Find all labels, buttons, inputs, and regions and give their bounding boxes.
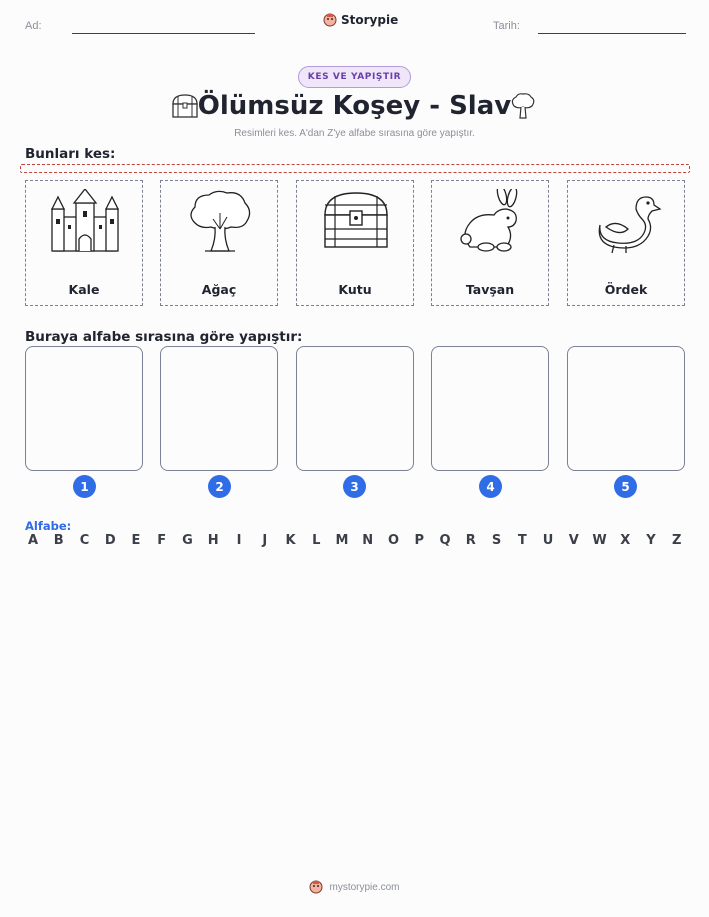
paste-section-label: Buraya alfabe sırasına göre yapıştır: xyxy=(25,329,303,345)
brand-name: Storypie xyxy=(341,13,399,27)
alphabet-letter: M xyxy=(335,533,349,548)
alphabet-letter: C xyxy=(79,533,90,548)
card-label-chest: Kutu xyxy=(338,282,372,297)
alphabet-letter: G xyxy=(182,533,193,548)
brand-logo xyxy=(323,13,398,27)
date-line xyxy=(538,33,686,34)
chest-icon xyxy=(321,189,391,255)
tree-icon xyxy=(185,189,255,255)
alphabet-label: Alfabe: xyxy=(25,519,72,533)
slot-number-5: 5 xyxy=(614,475,637,498)
alphabet-letter: X xyxy=(620,533,631,548)
alphabet-letter: H xyxy=(207,533,219,548)
alphabet-letter: J xyxy=(262,533,268,548)
alphabet-letter: V xyxy=(568,533,579,548)
alphabet-letter: S xyxy=(491,533,502,548)
instructions: Resimleri kes. A'dan Z'ye alfabe sırasına göre yapıştır. xyxy=(234,128,475,139)
alphabet-letter: P xyxy=(414,533,425,548)
card-label-tree: Ağaç xyxy=(201,282,237,297)
alphabet-letter: Y xyxy=(646,533,656,548)
alphabet-letter: I xyxy=(236,533,242,548)
alphabet-letter: Z xyxy=(672,533,682,548)
name-label: Ad: xyxy=(25,20,42,32)
cut-card-castle[interactable] xyxy=(25,180,143,306)
date-label: Tarih: xyxy=(493,20,520,32)
alphabet-row xyxy=(25,533,685,548)
cut-card-tree[interactable] xyxy=(160,180,278,306)
cut-card-duck[interactable] xyxy=(567,180,685,306)
alphabet-letter: W xyxy=(592,533,607,548)
slot-number-4: 4 xyxy=(479,475,502,498)
slot-number-3: 3 xyxy=(343,475,366,498)
alphabet-letter: D xyxy=(104,533,116,548)
alphabet-letter: B xyxy=(53,533,64,548)
card-label-duck: Ördek xyxy=(604,282,648,297)
cut-card-chest[interactable] xyxy=(296,180,414,306)
castle-icon xyxy=(50,189,120,255)
alphabet-letter: N xyxy=(362,533,374,548)
page-title: Ölümsüz Koşey - Slav xyxy=(197,91,512,121)
alphabet-letter: Q xyxy=(439,533,451,548)
paste-box-1[interactable] xyxy=(25,346,143,471)
alphabet-letter: E xyxy=(131,533,141,548)
slot-number-1: 1 xyxy=(73,475,96,498)
duck-icon xyxy=(592,189,662,255)
alphabet-letter: L xyxy=(312,533,321,548)
alphabet-letter: R xyxy=(465,533,476,548)
rabbit-icon xyxy=(456,189,526,255)
tree-icon xyxy=(508,92,538,120)
alphabet-letter: T xyxy=(517,533,527,548)
footer-link[interactable]: mystorypie.com xyxy=(329,881,400,893)
card-label-rabbit: Tavşan xyxy=(465,282,515,297)
card-label-castle: Kale xyxy=(68,282,100,297)
alphabet-letter: A xyxy=(27,533,39,548)
alphabet-letter: O xyxy=(387,533,400,548)
alphabet-letter: F xyxy=(157,533,167,548)
slot-number-2: 2 xyxy=(208,475,231,498)
paste-box-2[interactable] xyxy=(160,346,278,471)
cut-card-rabbit[interactable] xyxy=(431,180,549,306)
paste-box-5[interactable] xyxy=(567,346,685,471)
cut-section-label: Bunları kes: xyxy=(25,146,116,162)
name-line xyxy=(72,33,255,34)
paste-box-3[interactable] xyxy=(296,346,414,471)
activity-badge: KES VE YAPIŞTIR xyxy=(298,66,411,88)
cut-line xyxy=(20,164,690,173)
storypie-logo-icon xyxy=(323,13,337,27)
storypie-logo-icon xyxy=(309,880,323,894)
alphabet-letter: K xyxy=(285,533,296,548)
paste-box-4[interactable] xyxy=(431,346,549,471)
footer xyxy=(0,880,709,894)
alphabet-letter: U xyxy=(542,533,554,548)
